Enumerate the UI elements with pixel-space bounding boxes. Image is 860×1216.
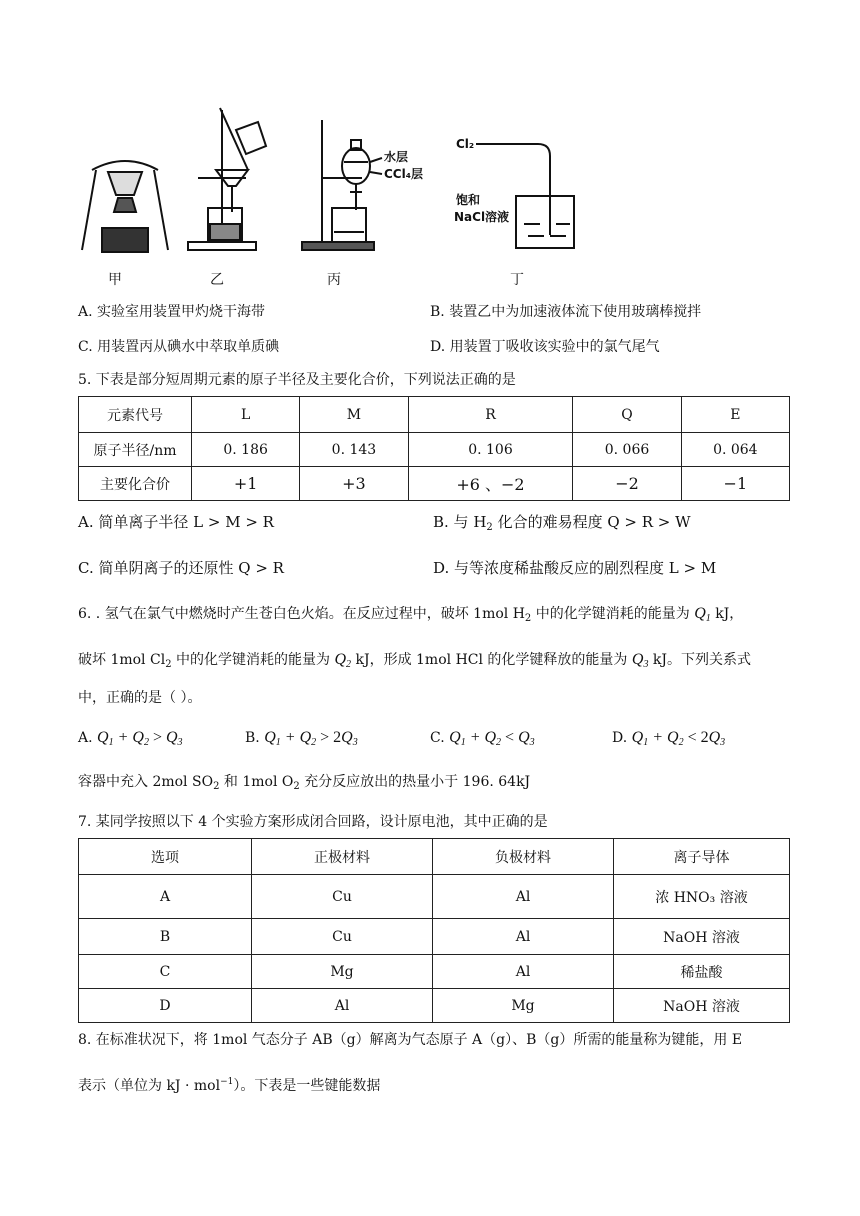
cathode-cell: Al (252, 989, 433, 1023)
q5-element-table (78, 396, 790, 501)
q6-extra-line (78, 772, 530, 797)
q6-q1-symbol: $Q_1$ (694, 605, 711, 624)
q6-line2-e: kJ。下列关系式 (648, 652, 751, 668)
q8-line2-a: 表示（单位为 (78, 1078, 167, 1094)
q6-option-b-label: B. (245, 730, 260, 746)
q4-option-c: C. 用装置丙从碘水中萃取单质碘 (78, 339, 280, 355)
header-cell: 负极材料 (433, 839, 614, 875)
cathode-cell: Cu (252, 875, 433, 919)
table-row (79, 875, 790, 919)
row-header-code: 元素代号 (79, 397, 192, 433)
figure-label-bing: 丙 (327, 272, 341, 288)
valence-cell: +1 (192, 467, 300, 501)
header-cell: 选项 (79, 839, 252, 875)
q6-line1-a: 6. . 氢气在氯气中燃烧时产生苍白色火焰。在反应过程中，破坏 1mol H (78, 606, 525, 622)
table-row (79, 955, 790, 989)
apparatus-figure (70, 100, 630, 270)
label-nacl-solution: NaCl溶液 (454, 210, 510, 224)
q6-option-a-label: A. (78, 730, 93, 746)
q6-line-3: 中，正确的是（ ）。 (78, 690, 202, 706)
apparatus-yi (188, 108, 266, 250)
apparatus-ding (454, 137, 574, 248)
q6-option-a-rel: > (148, 729, 166, 746)
code-cell: Q (573, 397, 681, 433)
radius-cell: 0. 186 (192, 433, 300, 467)
q6-line1-c: 中的化学键消耗的能量为 (531, 606, 695, 622)
code-cell: M (300, 397, 408, 433)
q6-option-d-rel: < 2 (683, 729, 709, 746)
radius-cell: 0. 143 (300, 433, 408, 467)
option-cell: C (79, 955, 252, 989)
code-cell: R (408, 397, 573, 433)
q6-option-a (78, 728, 183, 753)
q5-option-b (433, 512, 691, 538)
cathode-cell: Cu (252, 919, 433, 955)
q6-line2-c: 中的化学键消耗的能量为 (171, 652, 335, 668)
code-cell: L (192, 397, 300, 433)
electrolyte-cell: 稀盐酸 (614, 955, 790, 989)
figure-label-yi: 乙 (210, 272, 224, 288)
q6-extra-sub2: 2 (293, 781, 300, 792)
q7-stem: 7. 某同学按照以下 4 个实验方案形成闭合回路，设计原电池，其中正确的是 (78, 814, 548, 830)
figure-label-ding: 丁 (510, 272, 524, 288)
q6-line2-sub: 2 (165, 659, 172, 670)
q6-option-c-expr: $Q_1 + Q_2 < Q_3$ (449, 729, 535, 748)
radius-cell: 0. 064 (681, 433, 789, 467)
q6-q3-symbol: $Q_3$ (631, 651, 649, 670)
option-cell: B (79, 919, 252, 955)
anode-cell: Al (433, 955, 614, 989)
label-ccl4-layer: CCl₄层 (384, 167, 423, 181)
q4-option-a: A. 实验室用装置甲灼烧干海带 (78, 304, 266, 320)
q5-option-d: D. 与等浓度稀盐酸反应的剧烈程度 L > M (433, 559, 717, 577)
header-cell: 离子导体 (614, 839, 790, 875)
q6-option-d-label: D. (612, 730, 628, 746)
radius-cell: 0. 106 (408, 433, 573, 467)
apparatus-drawing (70, 100, 630, 270)
valence-cell: −2 (573, 467, 681, 501)
q6-option-c-rel: < (501, 729, 519, 746)
apparatus-jia (82, 161, 168, 252)
apparatus-bing (302, 120, 423, 250)
q6-line1-sub: 2 (524, 613, 532, 624)
table-row (79, 397, 790, 433)
q6-option-b-expr: $Q_1 + Q_2 > 2Q_3$ (264, 729, 358, 748)
q6-extra-a: 容器中充入 2mol SO (78, 774, 214, 790)
anode-cell: Mg (433, 989, 614, 1023)
q6-option-b (245, 728, 358, 753)
q6-option-d (612, 728, 725, 753)
q6-option-c (430, 728, 535, 753)
q7-battery-table (78, 838, 790, 1023)
q6-line2-d: kJ，形成 1mol HCl 的化学键释放的能量为 (351, 652, 632, 668)
valence-cell: +3 (300, 467, 408, 501)
option-cell: A (79, 875, 252, 919)
q5-option-b-sub: 2 (486, 522, 493, 533)
q8-unit: kJ · mol (166, 1078, 221, 1094)
header-cell: 正极材料 (252, 839, 433, 875)
q5-option-a: A. 简单离子半径 L > M > R (78, 513, 274, 531)
q4-option-d: D. 用装置丁吸收该实验中的氯气尾气 (430, 339, 660, 355)
code-cell: E (681, 397, 789, 433)
q5-option-b-pre: B. 与 H (433, 513, 487, 531)
radius-cell: 0. 066 (573, 433, 681, 467)
q6-option-a-expr: $Q_1 + Q_2 > Q_3$ (97, 729, 183, 748)
q6-option-b-rel: > 2 (316, 729, 342, 746)
electrolyte-cell: NaOH 溶液 (614, 919, 790, 955)
valence-cell: +6 、−2 (408, 467, 573, 501)
q6-extra-e: 充分反应放出的热量小于 196. 64kJ (299, 774, 531, 790)
q5-option-c: C. 简单阴离子的还原性 Q > R (78, 559, 284, 577)
row-header-valence: 主要化合价 (79, 467, 192, 501)
option-cell: D (79, 989, 252, 1023)
valence-cell: −1 (681, 467, 789, 501)
label-water-layer: 水层 (384, 150, 409, 164)
electrolyte-cell: 浓 HNO₃ 溶液 (614, 875, 790, 919)
table-row (79, 989, 790, 1023)
cathode-cell: Mg (252, 955, 433, 989)
anode-cell: Al (433, 919, 614, 955)
figure-label-jia: 甲 (108, 272, 122, 288)
table-row (79, 839, 790, 875)
q8-line2-b: ）。下表是一些键能数据 (233, 1078, 381, 1094)
q8-line-1: 8. 在标准状况下，将 1mol 气态分子 AB（g）解离为气态原子 A（g）、B（g）所需的能量称为键能，用 E (78, 1032, 743, 1048)
label-saturated: 饱和 (456, 193, 481, 207)
row-header-radius: 原子半径/nm (79, 433, 192, 467)
electrolyte-cell: NaOH 溶液 (614, 989, 790, 1023)
q6-option-c-label: C. (430, 730, 445, 746)
table-row (79, 433, 790, 467)
table-row (79, 919, 790, 955)
q6-line1-d: kJ， (710, 606, 744, 622)
q6-line2-a: 破坏 1mol Cl (78, 652, 166, 668)
label-cl2: Cl₂ (456, 137, 475, 151)
table-row (79, 467, 790, 501)
q8-unit-sup: −1 (220, 1077, 234, 1087)
q6-line-2 (78, 650, 751, 675)
q5-option-b-post: 化合的难易程度 Q > R > W (492, 513, 691, 531)
q5-stem: 5. 下表是部分短周期元素的原子半径及主要化合价，下列说法正确的是 (78, 372, 516, 388)
q6-option-d-expr: $Q_1 + Q_2 < 2Q_3$ (631, 729, 726, 748)
q6-line-1 (78, 604, 743, 629)
q6-extra-c: 和 1mol O (219, 774, 294, 790)
q4-option-b: B. 装置乙中为加速液体流下使用玻璃棒搅拌 (430, 304, 702, 320)
q6-q2-symbol: $Q_2$ (334, 651, 352, 670)
q8-line-2 (78, 1072, 380, 1096)
anode-cell: Al (433, 875, 614, 919)
q6-extra-sub1: 2 (213, 781, 220, 792)
